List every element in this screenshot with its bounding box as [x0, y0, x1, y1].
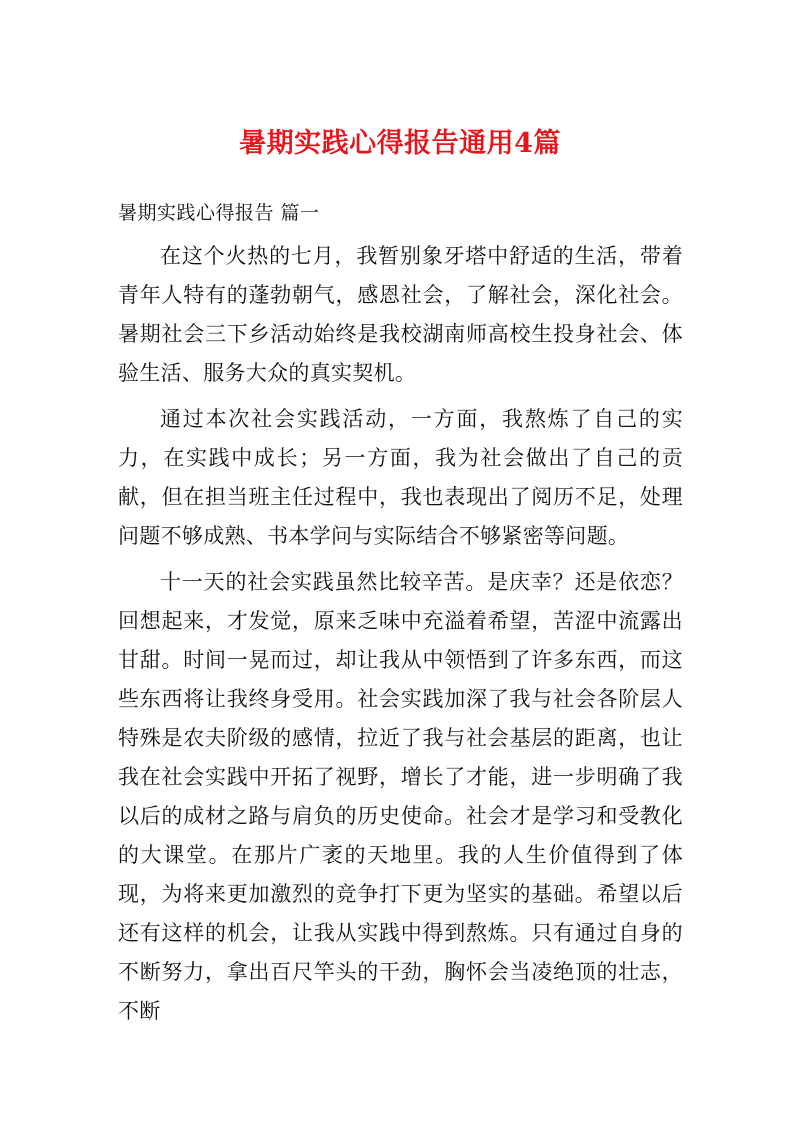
document-title: 暑期实践心得报告通用4篇: [239, 128, 561, 159]
paragraph-1: 在这个火热的七月，我暂别象牙塔中舒适的生活，带着青年人特有的蓬勃朝气，感恩社会，了解社会，深化社会。暑期社会三下乡活动始终是我校湖南师高校生投身社会、体验生活、服务大众的真实契机。: [118, 244, 683, 385]
paragraph-2: 通过本次社会实践活动，一方面，我熬炼了自己的实力，在实践中成长；另一方面，我为社会做出了自己的贡献，但在担当班主任过程中，我也表现出了阅历不足，处理问题不够成熟、书本学问与实际结合不够紧密等问题。: [118, 407, 683, 548]
section-heading: 暑期实践心得报告 篇一: [118, 202, 320, 224]
paragraph-3: 十一天的社会实践虽然比较辛苦。是庆幸？还是依恋？回想起来，才发觉，原来乏味中充溢着希望，苦涩中流露出甘甜。时间一晃而过，却让我从中领悟到了许多东西，而这些东西将让我终身受用。社会实践加深了我与社会各阶层人特殊是农夫阶级的感情，拉近了我与社会基层的距离，也让我在社会实践中开拓了视野，增长了才能，进一步明确了我以后的成材之路与肩负的历史使命。社会才是学习和受教化的大课堂。在那片广袤的天地里。我的人生价值得到了体现，为将来更加激烈的竞争打下更为坚实的基础。希望以后还有这样的机会，让我从实践中得到熬炼。只有通过自身的不断努力，拿出百尺竿头的干劲，胸怀会当凌绝顶的壮志，不断: [118, 570, 683, 1023]
document-body: [118, 237, 683, 1038]
